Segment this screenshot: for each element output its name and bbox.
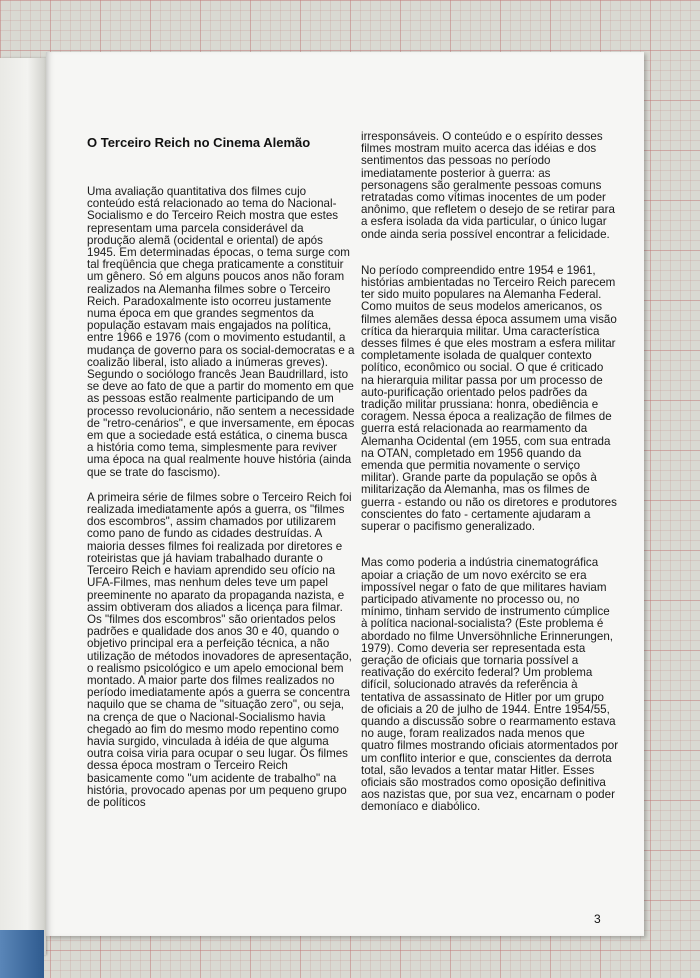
left-column xyxy=(87,136,355,809)
paragraph: irresponsáveis. O conteúdo e o espírito desses filmes mostram muito acerca das idéias e dos sentimentos das pessoas no período imediatamente posterior à guerra: as personagens são geralmente pessoas comuns retratadas como vítimas inocentes de um poder anônimo, que refletem o desejo de se retirar para a esfera isolada da vida particular, o único lugar onde ainda seria possível encontrar a felicidade. xyxy=(361,130,615,241)
paragraph: A primeira série de filmes sobre o Terceiro Reich foi realizada imediatamente após a guerra, os "filmes dos escombros", assim chamados por utilizarem como pano de fundo as cidades destruídas. A maioria desses filmes foi realizada por diretores e roteiristas que já haviam trabalhado durante o Terceiro Reich e haviam aprendido seu ofício na UFA-Filmes, mas nenhum deles teve um papel preeminente no aparato da propaganda nazista, e assim obtiveram dos aliados a licença para filmar. Os "filmes dos escombros" são orientados pelos padrões e qualidade dos anos 30 e 40, quando o objetivo principal era a perfeição técnica, a não utilização de métodos inovadores de apresentação, o realismo psicológico e um apelo emocional bem montado. A maior parte dos filmes realizados no período imediatamente após a guerra se concentra naquilo que se chama de "situação zero", ou seja, na crença de que o Nacional-Socialismo havia chegado ao fim do mesmo modo repentino como havia surgido, vinculada à idéia de que alguma outra coisa viria para ocupar o seu lugar. Os filmes dessa época mostram o Terceiro Reich basicamente como "um acidente de trabalho" na história, provocado apenas por um pequeno grupo de políticos xyxy=(87,490,352,809)
page-title: O Terceiro Reich no Cinema Alemão xyxy=(87,135,311,150)
paragraph: Uma avaliação quantitativa dos filmes cujo conteúdo está relacionado ao tema do Nacional-Socialismo e do Terceiro Reich mostra que estes representam uma parcela considerável da produção alemã (ocidental e oriental) de após 1945. Em determinadas épocas, o tema surge com tal freqüência que chega praticamente a constituir um gênero. Só em alguns poucos anos não foram realizados na Alemanha filmes sobre o Terceiro Reich. Paradoxalmente isto ocorreu justamente numa época em que grandes segmentos da população estavam mais engajados na política, entre 1966 e 1976 (com o movimento estudantil, a mudança de governo para os social-democratas e a coalizão liberal, isto aliado a inúmeras greves). Segundo o sociólogo francês Jean Baudrillard, isto se deve ao fato de que a partir do momento em que as pessoas estão realmente participando de um processo revolucionário, não sentem a necessidade de "retro-cenários", e que inversamente, em épocas em que a sociedade está estática, o cinema busca a história como tema, simplesmente para reviver uma época na qual realmente houve história (ainda que se trate do fascismo). xyxy=(87,185,355,479)
booklet-spine xyxy=(0,930,44,978)
previous-page-edge xyxy=(0,58,46,955)
right-column xyxy=(361,131,619,814)
page-number: 3 xyxy=(594,912,601,926)
paragraph: No período compreendido entre 1954 e 1961, histórias ambientadas no Terceiro Reich parecem ter sido muito populares na Alemanha Federal. Como muitos de seus modelos americanos, os filmes alemães dessa época assumem uma visão crítica da hierarquia militar. Uma característica desses filmes é que eles mostram a esfera militar completamente isolada de qualquer contexto político, econômico ou social. O que é criticado na hierarquia militar passa por um processo de auto-purificação orientado pelos padrões da tradição militar prussiana: honra, obediência e coragem. Nessa época a realização de filmes de guerra está relacionada ao rearmamento da Alemanha Ocidental (em 1955, com sua entrada na OTAN, completado em 1956 quando da emenda que permitia novamente o serviço militar). Grande parte da população se opôs à militarização da Alemanha, mas os filmes de guerra - estando ou não os diretores e produtores conscientes do fato - certamente ajudaram a superar o pacifismo generalizado. xyxy=(361,263,617,534)
paragraph: Mas como poderia a indústria cinematográfica apoiar a criação de um novo exército se era impossível negar o fato de que militares haviam participado ativamente no processo ou, no mínimo, tinham servido de instrumento cúmplice à política nacional-socialista? (Este problema é abordado no filme Unversöhnliche Erinnerungen, 1979). Como deveria ser representada esta geração de oficiais que tornaria possível a reativação do exército federal? Um problema difícil, solucionado através da referência à tentativa de assassinato de Hitler por um grupo de oficiais a 20 de julho de 1944. Entre 1954/55, quando a discussão sobre o rearmamento estava no auge, foram realizados nada menos que quatro filmes mostrando oficiais atormentados por um conflito interior e que, conscientes da derrota total, são levados a tentar matar Hitler. Esses oficiais são mostrados como oposição definitiva aos nazistas que, por sua vez, encarnam o poder demoníaco e diabólico. xyxy=(361,556,619,814)
